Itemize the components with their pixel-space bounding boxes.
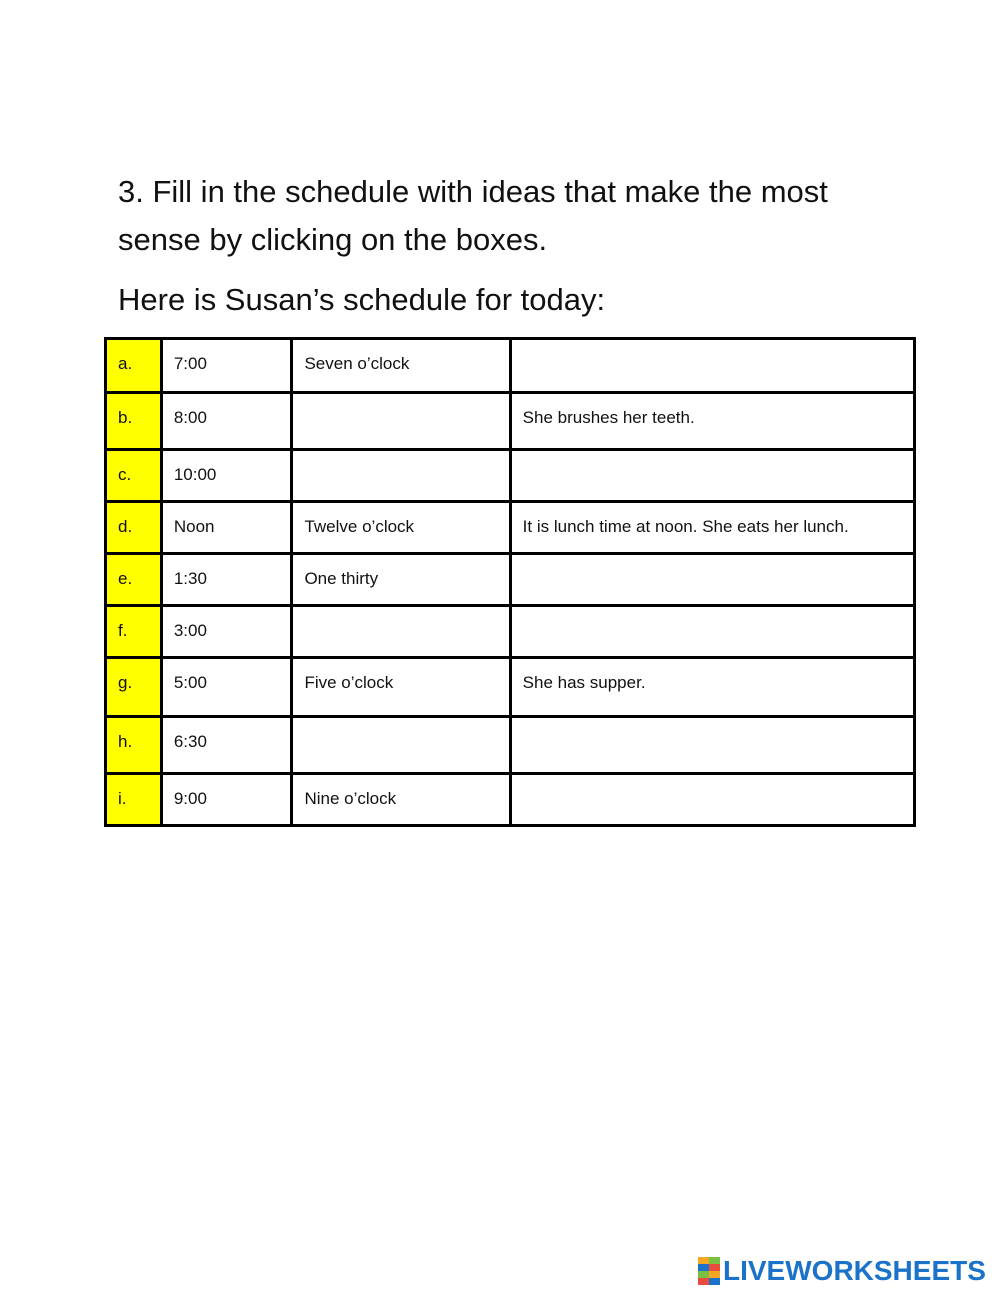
answer-box-description[interactable]: [510, 339, 914, 393]
row-letter: b.: [106, 393, 162, 450]
row-time: 6:30: [161, 717, 292, 774]
answer-box-description[interactable]: [510, 774, 914, 826]
row-time-words: Twelve o’clock: [292, 502, 510, 554]
row-time: 9:00: [161, 774, 292, 826]
row-time-words: One thirty: [292, 554, 510, 606]
table-row: [106, 658, 915, 717]
instruction-text: 3. Fill in the schedule with ideas that make the most sense by clicking on the boxes.: [118, 174, 828, 257]
answer-box-description[interactable]: [510, 606, 914, 658]
row-description: She has supper.: [510, 658, 914, 717]
answer-box-description[interactable]: [510, 554, 914, 606]
liveworksheets-logo-icon: [698, 1257, 720, 1285]
answer-box-time-words[interactable]: [292, 450, 510, 502]
answer-box-time-words[interactable]: [292, 606, 510, 658]
answer-box-time-words[interactable]: [292, 393, 510, 450]
row-time-words: Seven o’clock: [292, 339, 510, 393]
row-letter: g.: [106, 658, 162, 717]
row-letter: e.: [106, 554, 162, 606]
row-letter: f.: [106, 606, 162, 658]
row-time: 3:00: [161, 606, 292, 658]
row-time-words: Nine o’clock: [292, 774, 510, 826]
row-description: It is lunch time at noon. She eats her lunch.: [510, 502, 914, 554]
row-time: 10:00: [161, 450, 292, 502]
schedule-table: [104, 337, 916, 827]
table-row: [106, 339, 915, 393]
answer-box-description[interactable]: [510, 717, 914, 774]
table-row: [106, 393, 915, 450]
row-time: Noon: [161, 502, 292, 554]
answer-box-time-words[interactable]: [292, 717, 510, 774]
logo-text: LIVEWORKSHEETS: [723, 1255, 986, 1286]
row-letter: c.: [106, 450, 162, 502]
table-row: [106, 717, 915, 774]
row-time: 5:00: [161, 658, 292, 717]
row-letter: h.: [106, 717, 162, 774]
schedule-heading: Here is Susan’s schedule for today:: [118, 282, 606, 317]
table-row: [106, 774, 915, 826]
row-description: She brushes her teeth.: [510, 393, 914, 450]
table-row: [106, 606, 915, 658]
row-time: 1:30: [161, 554, 292, 606]
table-row: [106, 450, 915, 502]
row-letter: i.: [106, 774, 162, 826]
row-time-words: Five o’clock: [292, 658, 510, 717]
row-letter: a.: [106, 339, 162, 393]
answer-box-description[interactable]: [510, 450, 914, 502]
row-letter: d.: [106, 502, 162, 554]
table-row: [106, 502, 915, 554]
row-time: 8:00: [161, 393, 292, 450]
row-time: 7:00: [161, 339, 292, 393]
table-row: [106, 554, 915, 606]
liveworksheets-logo: [698, 1254, 986, 1288]
